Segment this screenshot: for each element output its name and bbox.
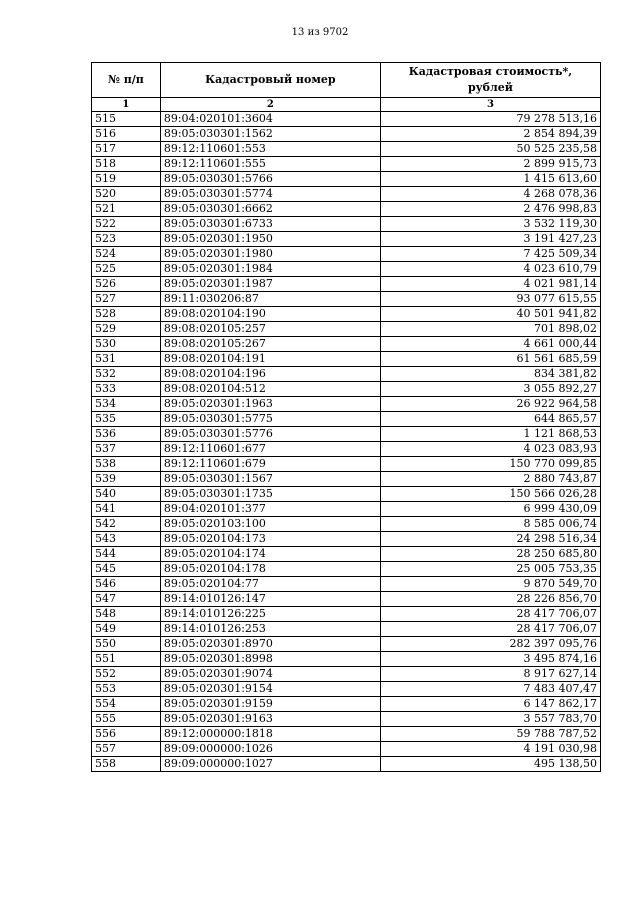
row-number: 521 xyxy=(92,202,161,217)
cadastral-value: 28 250 685,80 xyxy=(380,547,600,562)
table-row xyxy=(92,322,601,337)
cadastral-value: 4 268 078,36 xyxy=(380,187,600,202)
row-number: 533 xyxy=(92,382,161,397)
table-row xyxy=(92,697,601,712)
cadastral-number: 89:05:020301:1984 xyxy=(160,262,380,277)
cadastral-number: 89:05:030301:6733 xyxy=(160,217,380,232)
cadastral-value: 1 121 868,53 xyxy=(380,427,600,442)
cadastral-value: 3 557 783,70 xyxy=(380,712,600,727)
cadastral-number: 89:08:020104:190 xyxy=(160,307,380,322)
cadastral-number: 89:05:030301:5776 xyxy=(160,427,380,442)
cadastral-value: 7 483 407,47 xyxy=(380,682,600,697)
row-number: 558 xyxy=(92,757,161,772)
table-row xyxy=(92,202,601,217)
cadastral-value: 4 023 083,93 xyxy=(380,442,600,457)
row-number: 523 xyxy=(92,232,161,247)
table-row xyxy=(92,142,601,157)
row-number: 518 xyxy=(92,157,161,172)
cadastral-value: 495 138,50 xyxy=(380,757,600,772)
cadastral-value: 25 005 753,35 xyxy=(380,562,600,577)
table-row xyxy=(92,112,601,127)
cadastral-number: 89:08:020105:267 xyxy=(160,337,380,352)
cadastral-value: 61 561 685,59 xyxy=(380,352,600,367)
row-number: 554 xyxy=(92,697,161,712)
row-number: 517 xyxy=(92,142,161,157)
table-row xyxy=(92,532,601,547)
cadastral-value: 4 021 981,14 xyxy=(380,277,600,292)
table-row xyxy=(92,592,601,607)
cadastral-number: 89:05:020301:1950 xyxy=(160,232,380,247)
cadastral-number: 89:05:020301:9163 xyxy=(160,712,380,727)
cadastral-number: 89:08:020104:196 xyxy=(160,367,380,382)
cadastral-number: 89:09:000000:1026 xyxy=(160,742,380,757)
cadastral-value: 59 788 787,52 xyxy=(380,727,600,742)
cadastral-value: 8 917 627,14 xyxy=(380,667,600,682)
cadastral-value: 150 770 099,85 xyxy=(380,457,600,472)
row-number: 522 xyxy=(92,217,161,232)
cadastral-number: 89:05:030301:6662 xyxy=(160,202,380,217)
header-cadastral-value-line: Кадастровая стоимость*, xyxy=(408,65,573,78)
cadastral-value: 2 854 894,39 xyxy=(380,127,600,142)
cadastral-number: 89:05:020301:1963 xyxy=(160,397,380,412)
cadastral-number: 89:11:030206:87 xyxy=(160,292,380,307)
row-number: 525 xyxy=(92,262,161,277)
row-number: 515 xyxy=(92,112,161,127)
cadastral-number: 89:05:020104:77 xyxy=(160,577,380,592)
table-row xyxy=(92,187,601,202)
column-number-1: 1 xyxy=(92,98,161,112)
cadastral-value: 834 381,82 xyxy=(380,367,600,382)
cadastral-value: 28 417 706,07 xyxy=(380,622,600,637)
cadastral-value: 26 922 964,58 xyxy=(380,397,600,412)
cadastral-value: 24 298 516,34 xyxy=(380,532,600,547)
row-number: 519 xyxy=(92,172,161,187)
table-row xyxy=(92,442,601,457)
row-number: 547 xyxy=(92,592,161,607)
row-number: 556 xyxy=(92,727,161,742)
cadastral-number: 89:05:030301:1562 xyxy=(160,127,380,142)
table-row xyxy=(92,367,601,382)
table-row xyxy=(92,247,601,262)
cadastral-value: 1 415 613,60 xyxy=(380,172,600,187)
cadastral-number: 89:14:010126:225 xyxy=(160,607,380,622)
cadastral-number: 89:12:110601:677 xyxy=(160,442,380,457)
cadastral-value: 3 532 119,30 xyxy=(380,217,600,232)
table-row xyxy=(92,682,601,697)
cadastral-value: 701 898,02 xyxy=(380,322,600,337)
cadastral-value: 3 495 874,16 xyxy=(380,652,600,667)
column-number-row xyxy=(92,98,601,112)
table-row xyxy=(92,157,601,172)
cadastral-value: 7 425 509,34 xyxy=(380,247,600,262)
row-number: 540 xyxy=(92,487,161,502)
cadastral-value: 93 077 615,55 xyxy=(380,292,600,307)
cadastral-value: 4 661 000,44 xyxy=(380,337,600,352)
table-row xyxy=(92,562,601,577)
cadastral-number: 89:05:020103:100 xyxy=(160,517,380,532)
table-row xyxy=(92,277,601,292)
row-number: 516 xyxy=(92,127,161,142)
table-row xyxy=(92,307,601,322)
cadastral-number: 89:04:020101:377 xyxy=(160,502,380,517)
table-row xyxy=(92,382,601,397)
row-number: 538 xyxy=(92,457,161,472)
cadastral-number: 89:05:030301:5774 xyxy=(160,187,380,202)
cadastral-value: 282 397 095,76 xyxy=(380,637,600,652)
cadastral-number: 89:08:020104:191 xyxy=(160,352,380,367)
cadastral-value: 2 880 743,87 xyxy=(380,472,600,487)
cadastral-number: 89:12:110601:555 xyxy=(160,157,380,172)
table-row xyxy=(92,232,601,247)
cadastral-value: 79 278 513,16 xyxy=(380,112,600,127)
cadastral-value-table xyxy=(91,62,601,772)
page-number-header: 13 из 9702 xyxy=(291,27,349,38)
cadastral-value: 50 525 235,58 xyxy=(380,142,600,157)
table-row xyxy=(92,757,601,772)
row-number: 536 xyxy=(92,427,161,442)
row-number: 535 xyxy=(92,412,161,427)
table-row xyxy=(92,427,601,442)
cadastral-number: 89:05:030301:5766 xyxy=(160,172,380,187)
cadastral-number: 89:09:000000:1027 xyxy=(160,757,380,772)
row-number: 555 xyxy=(92,712,161,727)
cadastral-number: 89:05:030301:1735 xyxy=(160,487,380,502)
cadastral-value: 4 191 030,98 xyxy=(380,742,600,757)
table-row xyxy=(92,607,601,622)
cadastral-number: 89:04:020101:3604 xyxy=(160,112,380,127)
cadastral-number: 89:12:110601:679 xyxy=(160,457,380,472)
cadastral-number: 89:05:020301:1987 xyxy=(160,277,380,292)
cadastral-value: 2 899 915,73 xyxy=(380,157,600,172)
cadastral-number: 89:05:020301:9074 xyxy=(160,667,380,682)
row-number: 551 xyxy=(92,652,161,667)
table-row xyxy=(92,517,601,532)
table-row xyxy=(92,652,601,667)
cadastral-number: 89:12:000000:1818 xyxy=(160,727,380,742)
table-row xyxy=(92,262,601,277)
row-number: 529 xyxy=(92,322,161,337)
table-row xyxy=(92,727,601,742)
row-number: 548 xyxy=(92,607,161,622)
table-row xyxy=(92,412,601,427)
table-row xyxy=(92,472,601,487)
cadastral-value: 9 870 549,70 xyxy=(380,577,600,592)
row-number: 526 xyxy=(92,277,161,292)
cadastral-number: 89:08:020105:257 xyxy=(160,322,380,337)
cadastral-number: 89:05:030301:5775 xyxy=(160,412,380,427)
table-row xyxy=(92,637,601,652)
table-row xyxy=(92,337,601,352)
row-number: 549 xyxy=(92,622,161,637)
cadastral-number: 89:14:010126:253 xyxy=(160,622,380,637)
row-number: 534 xyxy=(92,397,161,412)
row-number: 552 xyxy=(92,667,161,682)
column-number-2: 2 xyxy=(160,98,380,112)
row-number: 543 xyxy=(92,532,161,547)
cadastral-value: 3 055 892,27 xyxy=(380,382,600,397)
cadastral-number: 89:05:020301:9154 xyxy=(160,682,380,697)
cadastral-value: 6 147 862,17 xyxy=(380,697,600,712)
cadastral-value: 150 566 026,28 xyxy=(380,487,600,502)
row-number: 541 xyxy=(92,502,161,517)
table-row xyxy=(92,352,601,367)
header-cadastral-value-line: рублей xyxy=(467,81,513,94)
table-row xyxy=(92,487,601,502)
row-number: 531 xyxy=(92,352,161,367)
row-number: 530 xyxy=(92,337,161,352)
row-number: 520 xyxy=(92,187,161,202)
header-row-number: № п/п xyxy=(92,63,161,98)
row-number: 545 xyxy=(92,562,161,577)
cadastral-value: 3 191 427,23 xyxy=(380,232,600,247)
cadastral-number: 89:05:020301:1980 xyxy=(160,247,380,262)
table-header-row xyxy=(92,63,601,98)
table-row xyxy=(92,502,601,517)
table-row xyxy=(92,457,601,472)
header-cadastral-value xyxy=(380,63,600,98)
cadastral-number: 89:05:020104:173 xyxy=(160,532,380,547)
row-number: 544 xyxy=(92,547,161,562)
row-number: 550 xyxy=(92,637,161,652)
cadastral-number: 89:05:020301:8970 xyxy=(160,637,380,652)
table-row xyxy=(92,547,601,562)
cadastral-value: 644 865,57 xyxy=(380,412,600,427)
cadastral-value: 4 023 610,79 xyxy=(380,262,600,277)
table-row xyxy=(92,397,601,412)
cadastral-value: 8 585 006,74 xyxy=(380,517,600,532)
row-number: 546 xyxy=(92,577,161,592)
cadastral-value: 6 999 430,09 xyxy=(380,502,600,517)
row-number: 539 xyxy=(92,472,161,487)
row-number: 524 xyxy=(92,247,161,262)
table-row xyxy=(92,667,601,682)
cadastral-number: 89:12:110601:553 xyxy=(160,142,380,157)
row-number: 537 xyxy=(92,442,161,457)
header-cadastral-number: Кадастровый номер xyxy=(160,63,380,98)
table-row xyxy=(92,622,601,637)
table-row xyxy=(92,742,601,757)
cadastral-number: 89:05:030301:1567 xyxy=(160,472,380,487)
cadastral-value: 40 501 941,82 xyxy=(380,307,600,322)
row-number: 553 xyxy=(92,682,161,697)
table-row xyxy=(92,577,601,592)
cadastral-number: 89:14:010126:147 xyxy=(160,592,380,607)
table-row xyxy=(92,127,601,142)
column-number-3: 3 xyxy=(380,98,600,112)
table-row xyxy=(92,217,601,232)
row-number: 557 xyxy=(92,742,161,757)
cadastral-value: 28 417 706,07 xyxy=(380,607,600,622)
cadastral-number: 89:05:020104:174 xyxy=(160,547,380,562)
cadastral-number: 89:08:020104:512 xyxy=(160,382,380,397)
cadastral-value: 28 226 856,70 xyxy=(380,592,600,607)
row-number: 542 xyxy=(92,517,161,532)
table-row xyxy=(92,712,601,727)
row-number: 532 xyxy=(92,367,161,382)
row-number: 527 xyxy=(92,292,161,307)
table-row xyxy=(92,292,601,307)
cadastral-number: 89:05:020301:8998 xyxy=(160,652,380,667)
cadastral-value: 2 476 998,83 xyxy=(380,202,600,217)
cadastral-number: 89:05:020301:9159 xyxy=(160,697,380,712)
cadastral-number: 89:05:020104:178 xyxy=(160,562,380,577)
table-row xyxy=(92,172,601,187)
row-number: 528 xyxy=(92,307,161,322)
